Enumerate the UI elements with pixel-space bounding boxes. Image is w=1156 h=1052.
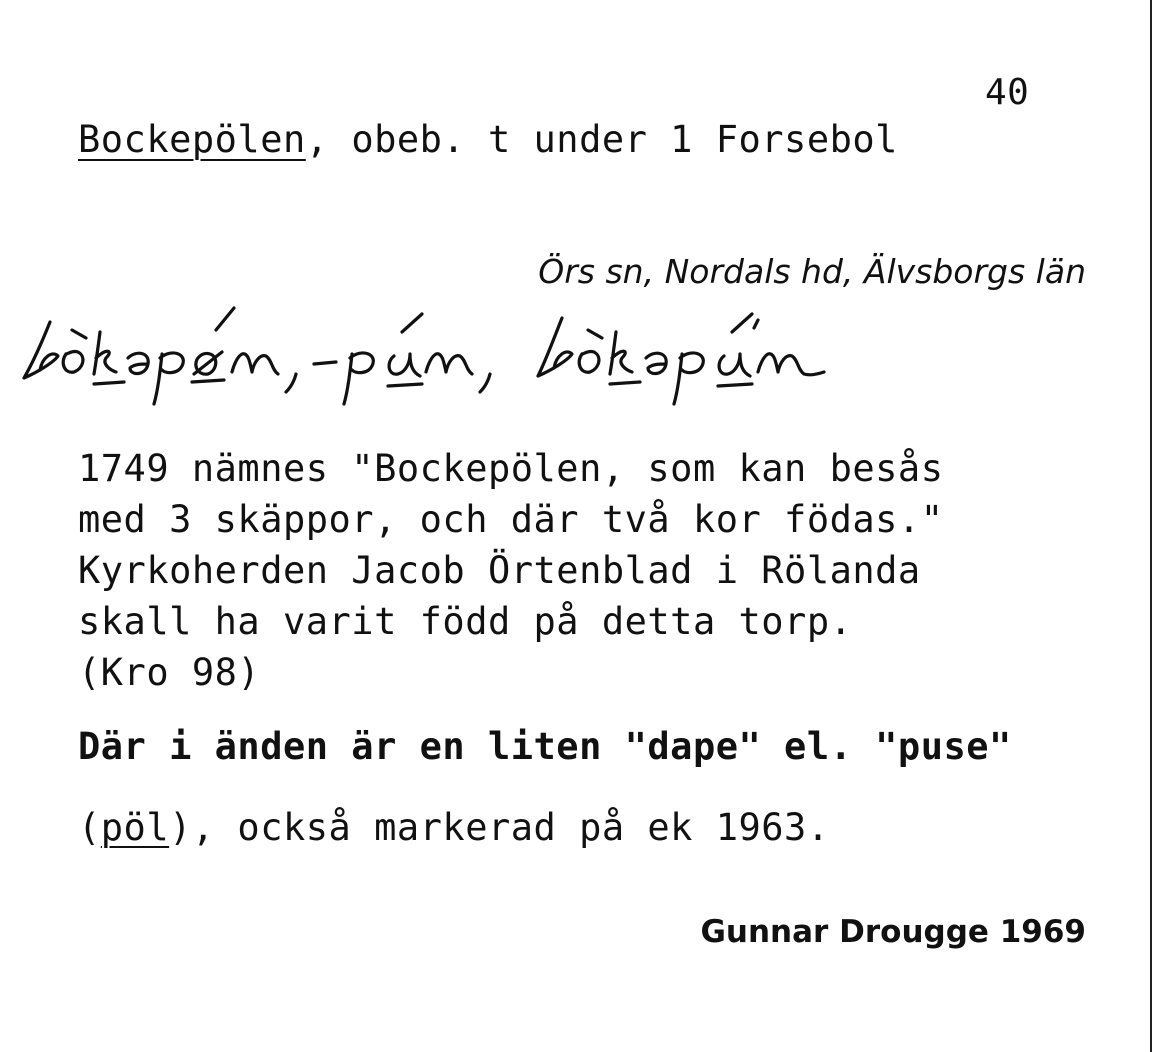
body-line-1: 1749 nämnes "Bockepölen, som kan besås xyxy=(78,447,944,490)
card-edge-line xyxy=(1150,0,1152,1052)
body-line-2: med 3 skäppor, och där två kor födas." xyxy=(78,498,944,541)
headword-line xyxy=(78,118,898,161)
body-line-4: skall ha varit född på detta torp. xyxy=(78,600,853,643)
page-number: 40 xyxy=(985,72,1030,113)
headword-description: , obeb. t under 1 Forsebol xyxy=(305,118,898,161)
body-line-7 xyxy=(78,806,830,849)
last-line-rest: ), också markerad på ek 1963. xyxy=(169,806,830,849)
body-line-5: (Kro 98) xyxy=(78,651,261,694)
underlined-word: pöl xyxy=(100,806,170,849)
headword: Bockepölen xyxy=(78,118,306,161)
location-line: Örs sn, Nordals hd, Älvsborgs län xyxy=(538,252,1086,291)
signature: Gunnar Drougge 1969 xyxy=(700,914,1086,950)
handwritten-phonetic-transcription xyxy=(2,292,1082,412)
open-paren: ( xyxy=(78,806,101,849)
body-line-6: Där i änden är en liten "dape" el. "puse" xyxy=(78,725,1012,768)
body-line-3: Kyrkoherden Jacob Örtenblad i Rölanda xyxy=(78,549,921,592)
